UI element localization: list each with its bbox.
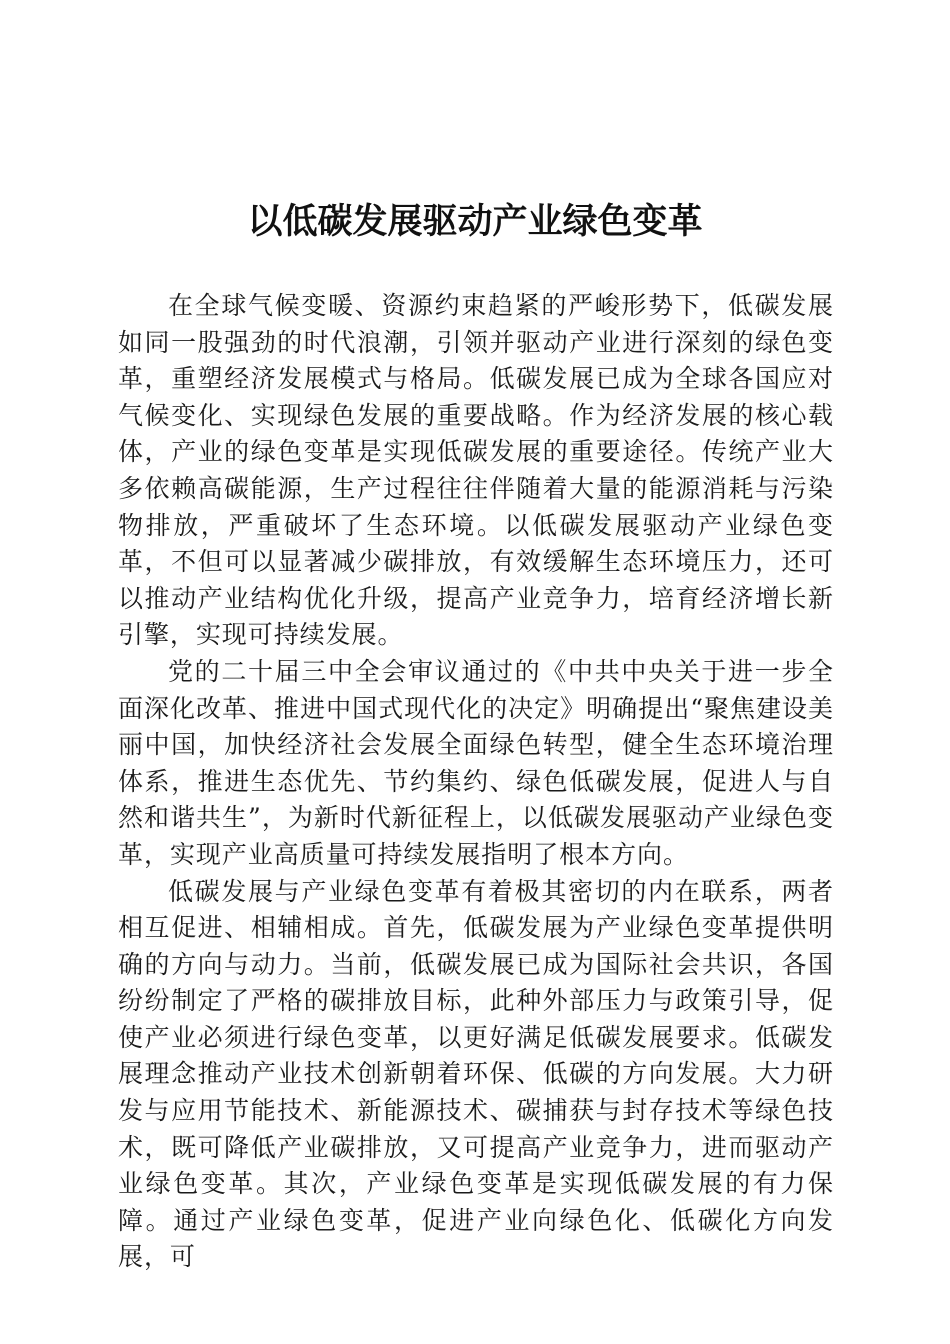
- document-title: 以低碳发展驱动产业绿色变革: [247, 201, 703, 242]
- paragraph-1: 在全球气候变暖、资源约束趋紧的严峻形势下，低碳发展如同一股强劲的时代浪潮，引领并驱动产业进行深刻的绿色变革，重塑经济发展模式与格局。低碳发展已成为全球各国应对气候变化、实现绿色发展的重要战略。作为经济发展的核心载体，产业的绿色变革是实现低碳发展的重要途径。传统产业大多依赖高碳能源，生产过程往往伴随着大量的能源消耗与污染物排放，严重破坏了生态环境。以低碳发展驱动产业绿色变革，不但可以显著减少碳排放，有效缓解生态环境压力，还可以推动产业结构优化升级，提高产业竞争力，培育经济增长新引擎，实现可持续发展。: [118, 291, 834, 650]
- paragraph-3: 低碳发展与产业绿色变革有着极其密切的内在联系，两者相互促进、相辅相成。首先，低碳发展为产业绿色变革提供明确的方向与动力。当前，低碳发展已成为国际社会共识，各国纷纷制定了严格的碳排放目标，此种外部压力与政策引导，促使产业必须进行绿色变革，以更好满足低碳发展要求。低碳发展理念推动产业技术创新朝着环保、低碳的方向发展。大力研发与应用节能技术、新能源技术、碳捕获与封存技术等绿色技术，既可降低产业碳排放，又可提高产业竞争力，进而驱动产业绿色变革。其次，产业绿色变革是实现低碳发展的有力保障。通过产业绿色变革，促进产业向绿色化、低碳化方向发展，可: [118, 876, 834, 1272]
- paragraph-2: 党的二十届三中全会审议通过的《中共中央关于进一步全面深化改革、推进中国式现代化的决定》明确提出“聚焦建设美丽中国，加快经济社会发展全面绿色转型，健全生态环境治理体系，推进生态优先、节约集约、绿色低碳发展，促进人与自然和谐共生”，为新时代新征程上，以低碳发展驱动产业绿色变革，实现产业高质量可持续发展指明了根本方向。: [118, 656, 834, 869]
- document-body: [118, 288, 834, 1276]
